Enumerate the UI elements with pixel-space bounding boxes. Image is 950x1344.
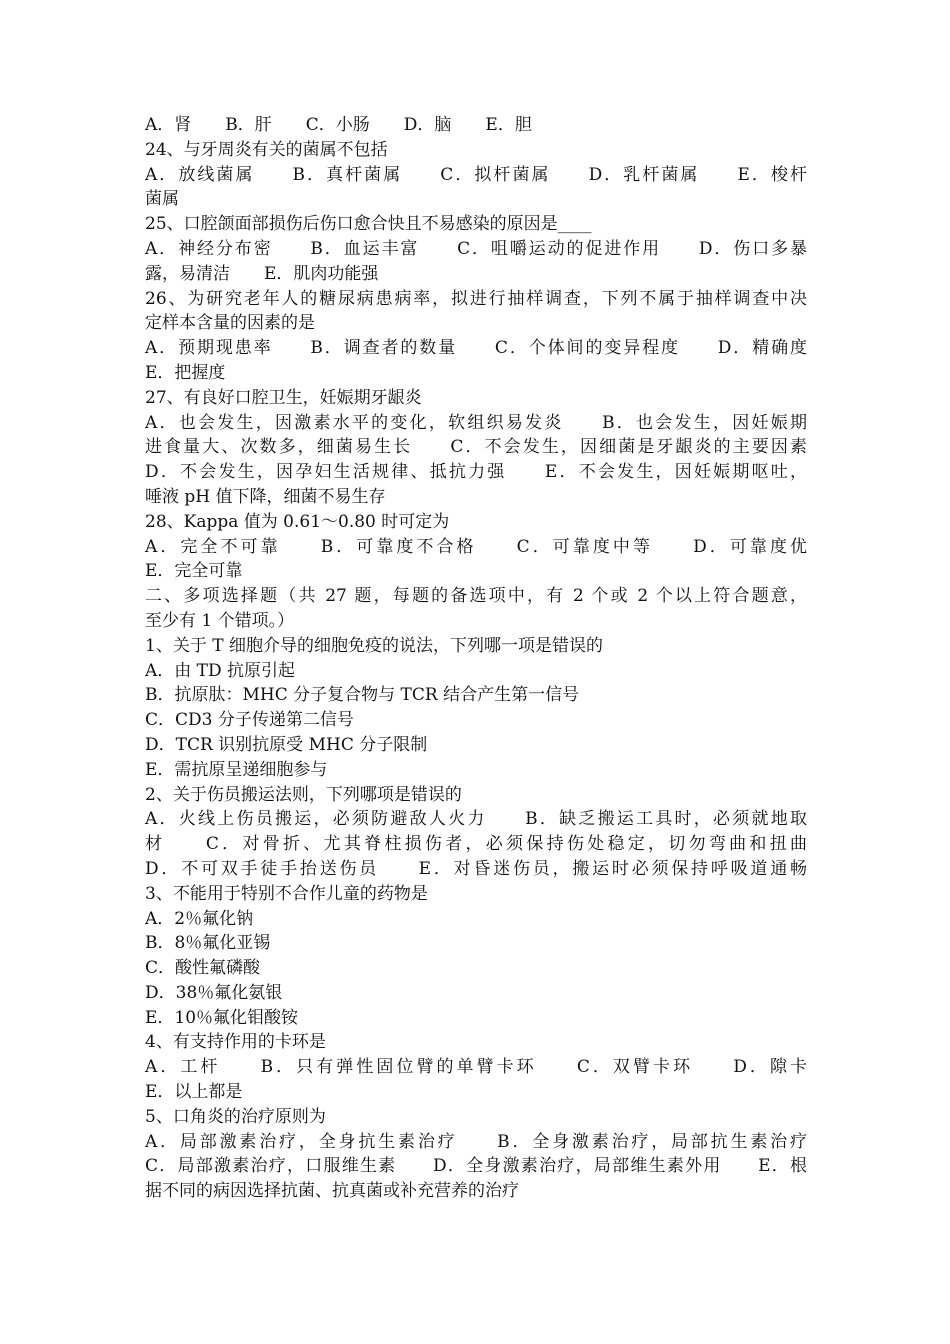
- text-line: B．抗原肽：MHC 分子复合物与 TCR 结合产生第一信号: [145, 685, 580, 706]
- text-line: 据不同的病因选择抗菌、抗真菌或补充营养的治疗: [145, 1181, 519, 1202]
- text-line: 定样本含量的因素的是: [145, 313, 315, 334]
- text-line: E．10％氟化钼酸铵: [145, 1007, 299, 1028]
- text-line: 唾液 pH 值下降，细菌不易生存: [145, 486, 386, 507]
- text-line: 25、口腔颌面部损伤后伤口愈合快且不易感染的原因是____: [145, 214, 592, 235]
- text-line: 27、有良好口腔卫生，妊娠期牙龈炎: [145, 387, 422, 408]
- text-line: D．不可双手徒手抬送伤员 E．对昏迷伤员，搬运时必须保持呼吸道通畅: [145, 858, 807, 879]
- text-line: A．神经分布密 B．血运丰富 C．咀嚼运动的促进作用 D．伤口多暴: [145, 238, 807, 259]
- text-line: A．局部激素治疗，全身抗生素治疗 B．全身激素治疗，局部抗生素治疗: [145, 1131, 807, 1152]
- text-line: A．火线上伤员搬运，必须防避敌人火力 B．缺乏搬运工具时，必须就地取: [145, 809, 807, 830]
- text-line: A．肾 B．肝 C．小肠 D．脑 E．胆: [145, 115, 532, 135]
- text-line: C．局部激素治疗，口服维生素 D．全身激素治疗，局部维生素外用 E．根: [145, 1156, 807, 1177]
- text-line: 24、与牙周炎有关的菌属不包括: [145, 139, 388, 160]
- text-line: E．完全可靠: [145, 561, 243, 582]
- text-line: D．TCR 识别抗原受 MHC 分子限制: [145, 734, 428, 755]
- text-line: A．放线菌属 B．真杆菌属 C．拟杆菌属 D．乳杆菌属 E．梭杆: [145, 164, 807, 185]
- text-line: 二、多项选择题（共 27 题，每题的备选项中，有 2 个或 2 个以上符合题意，: [145, 586, 807, 607]
- text-line: 1、关于 T 细胞介导的细胞免疫的说法，下列哪一项是错误的: [145, 635, 603, 656]
- text-line: E．需抗原呈递细胞参与: [145, 759, 328, 780]
- text-line: E．把握度: [145, 362, 226, 383]
- text-line: D．不会发生，因孕妇生活规律、抵抗力强 E．不会发生，因妊娠期呕吐，: [145, 462, 807, 483]
- text-line: 材 C．对骨折、尤其脊柱损伤者，必须保持伤处稳定，切勿弯曲和扭曲: [145, 834, 807, 855]
- text-line: 至少有 1 个错项。）: [145, 610, 295, 631]
- text-line: A．由 TD 抗原引起: [145, 660, 296, 681]
- text-line: 菌属: [145, 189, 179, 210]
- text-line: C．CD3 分子传递第二信号: [145, 710, 354, 731]
- text-line: 28、Kappa 值为 0.61～0.80 时可定为: [145, 511, 450, 532]
- text-line: C．酸性氟磷酸: [145, 958, 261, 979]
- text-line: A．工杆 B．只有弹性固位臂的单臂卡环 C．双臂卡环 D．隙卡: [145, 1057, 807, 1078]
- text-line: 3、不能用于特别不合作儿童的药物是: [145, 883, 428, 904]
- text-line: 2、关于伤员搬运法则，下列哪项是错误的: [145, 784, 462, 805]
- text-line: A．2％氟化钠: [145, 908, 254, 929]
- text-line: 露，易清洁 E．肌肉功能强: [145, 263, 379, 284]
- text-line: 4、有支持作用的卡环是: [145, 1032, 326, 1053]
- text-line: 5、口角炎的治疗原则为: [145, 1106, 326, 1127]
- text-line: E．以上都是: [145, 1082, 243, 1103]
- text-line: A．预期现患率 B．调查者的数量 C．个体间的变异程度 D．精确度: [145, 338, 807, 359]
- text-line: A．完全不可靠 B．可靠度不合格 C．可靠度中等 D．可靠度优: [145, 536, 807, 557]
- text-line: A．也会发生，因激素水平的变化，软组织易发炎 B．也会发生，因妊娠期: [145, 412, 807, 433]
- text-line: 进食量大、次数多，细菌易生长 C．不会发生，因细菌是牙龈炎的主要因素: [145, 437, 807, 458]
- text-line: B．8％氟化亚锡: [145, 933, 271, 954]
- document-page: [145, 113, 807, 1204]
- text-line: D．38％氟化氨银: [145, 982, 283, 1003]
- text-line: 26、为研究老年人的糖尿病患病率，拟进行抽样调查，下列不属于抽样调查中决: [145, 288, 807, 309]
